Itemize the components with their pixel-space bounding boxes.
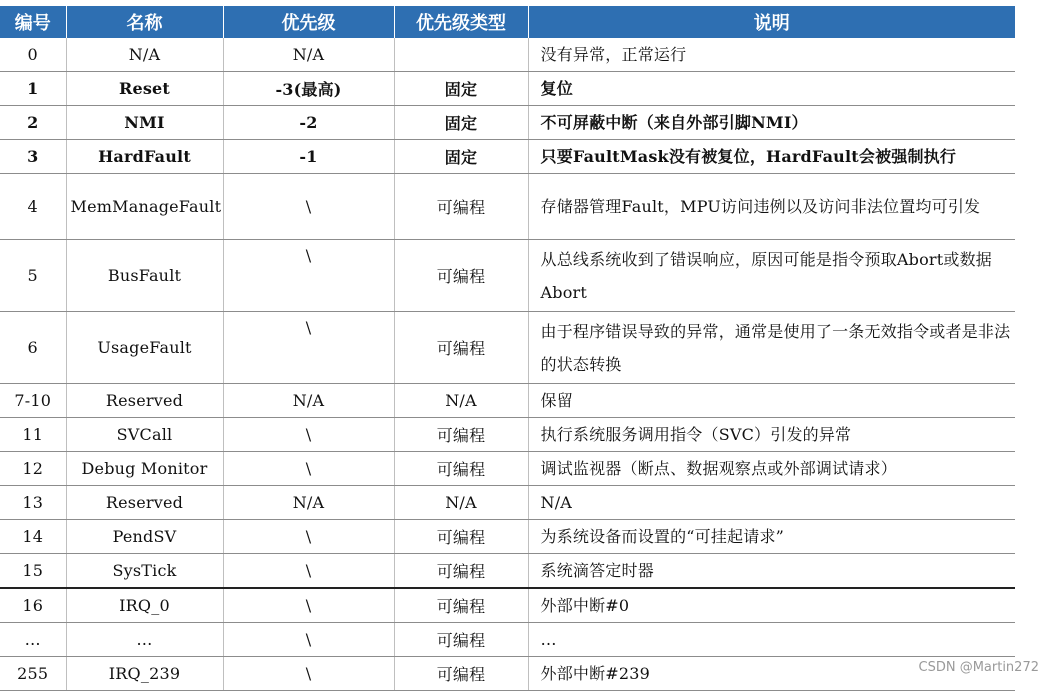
cell-name: SVCall — [66, 418, 223, 452]
cell-name: UsageFault — [66, 312, 223, 384]
cell-type: 可编程 — [394, 418, 528, 452]
cell-name: NMI — [66, 106, 223, 140]
cell-description: 外部中断#239 — [528, 657, 1015, 691]
table-row — [0, 418, 1015, 452]
cell-description: 只要FaultMask没有被复位，HardFault会被强制执行 — [528, 140, 1015, 174]
cell-description: … — [528, 623, 1015, 657]
table-row — [0, 657, 1015, 691]
cell-number: 13 — [0, 486, 66, 520]
cell-priority: N/A — [223, 486, 394, 520]
cell-description: 由于程序错误导致的异常，通常是使用了一条无效指令或者是非法的状态转换 — [528, 312, 1015, 384]
cell-type: 可编程 — [394, 657, 528, 691]
cell-type: 固定 — [394, 72, 528, 106]
table-row — [0, 106, 1015, 140]
cell-number: 4 — [0, 174, 66, 240]
cell-number: 255 — [0, 657, 66, 691]
cell-number: 3 — [0, 140, 66, 174]
cell-name: IRQ_0 — [66, 588, 223, 623]
cell-priority: -2 — [223, 106, 394, 140]
cell-number: 2 — [0, 106, 66, 140]
header-description: 说明 — [528, 6, 1015, 38]
cell-type: 固定 — [394, 140, 528, 174]
cell-name: IRQ_239 — [66, 657, 223, 691]
cell-number: 6 — [0, 312, 66, 384]
cell-priority: -3(最高) — [223, 72, 394, 106]
table-row — [0, 38, 1015, 72]
cell-number: 16 — [0, 588, 66, 623]
cell-number: 11 — [0, 418, 66, 452]
cell-priority: \ — [223, 174, 394, 240]
header-row — [0, 6, 1015, 38]
header-name: 名称 — [66, 6, 223, 38]
cell-name: Reserved — [66, 486, 223, 520]
table-row — [0, 588, 1015, 623]
cell-type: 可编程 — [394, 240, 528, 312]
cell-priority: \ — [223, 554, 394, 589]
table-row — [0, 240, 1015, 312]
cell-type: 可编程 — [394, 520, 528, 554]
cell-name: N/A — [66, 38, 223, 72]
cell-name: HardFault — [66, 140, 223, 174]
cell-description: 不可屏蔽中断（来自外部引脚NMI） — [528, 106, 1015, 140]
header-priority-type: 优先级类型 — [394, 6, 528, 38]
cell-name: SysTick — [66, 554, 223, 589]
cell-type: 固定 — [394, 106, 528, 140]
cell-description: 没有异常，正常运行 — [528, 38, 1015, 72]
cell-number: 14 — [0, 520, 66, 554]
cell-description: 调试监视器（断点、数据观察点或外部调试请求） — [528, 452, 1015, 486]
cell-type: 可编程 — [394, 623, 528, 657]
cell-description: 保留 — [528, 384, 1015, 418]
cell-priority: \ — [223, 312, 394, 384]
cell-type: 可编程 — [394, 174, 528, 240]
table-row — [0, 72, 1015, 106]
cell-priority: \ — [223, 418, 394, 452]
cell-description: 复位 — [528, 72, 1015, 106]
cell-type — [394, 38, 528, 72]
header-priority: 优先级 — [223, 6, 394, 38]
table-row — [0, 174, 1015, 240]
cell-name: Debug Monitor — [66, 452, 223, 486]
table-row — [0, 520, 1015, 554]
cell-priority: \ — [223, 623, 394, 657]
cell-type: N/A — [394, 486, 528, 520]
cell-type: 可编程 — [394, 452, 528, 486]
watermark: CSDN @Martin272 — [918, 660, 1039, 675]
table-row — [0, 554, 1015, 589]
table-row — [0, 486, 1015, 520]
cell-name: PendSV — [66, 520, 223, 554]
cell-description: 为系统设备而设置的“可挂起请求” — [528, 520, 1015, 554]
cell-name: Reset — [66, 72, 223, 106]
table-row — [0, 452, 1015, 486]
cell-number: 12 — [0, 452, 66, 486]
cell-description: 执行系统服务调用指令（SVC）引发的异常 — [528, 418, 1015, 452]
table-row — [0, 384, 1015, 418]
table-row — [0, 312, 1015, 384]
cell-number: 15 — [0, 554, 66, 589]
cell-type: 可编程 — [394, 588, 528, 623]
cell-name: BusFault — [66, 240, 223, 312]
cell-number: 0 — [0, 38, 66, 72]
cell-priority: \ — [223, 657, 394, 691]
cell-description: N/A — [528, 486, 1015, 520]
cell-number: … — [0, 623, 66, 657]
cell-priority: \ — [223, 452, 394, 486]
cell-name: … — [66, 623, 223, 657]
cell-type: N/A — [394, 384, 528, 418]
cell-number: 5 — [0, 240, 66, 312]
cell-description: 从总线系统收到了错误响应，原因可能是指令预取Abort或数据Abort — [528, 240, 1015, 312]
cell-priority: \ — [223, 520, 394, 554]
cell-priority: -1 — [223, 140, 394, 174]
cell-type: 可编程 — [394, 312, 528, 384]
table-row — [0, 623, 1015, 657]
cell-name: Reserved — [66, 384, 223, 418]
cell-priority: N/A — [223, 384, 394, 418]
cell-description: 系统滴答定时器 — [528, 554, 1015, 589]
cell-number: 7-10 — [0, 384, 66, 418]
cell-priority: \ — [223, 588, 394, 623]
exception-table — [0, 6, 1015, 691]
table-row — [0, 140, 1015, 174]
header-number: 编号 — [0, 6, 66, 38]
cell-type: 可编程 — [394, 554, 528, 589]
cell-description: 存储器管理Fault，MPU访问违例以及访问非法位置均可引发 — [528, 174, 1015, 240]
cell-number: 1 — [0, 72, 66, 106]
cell-priority: N/A — [223, 38, 394, 72]
cell-name: MemManageFault — [66, 174, 223, 240]
cell-description: 外部中断#0 — [528, 588, 1015, 623]
cell-priority: \ — [223, 240, 394, 312]
